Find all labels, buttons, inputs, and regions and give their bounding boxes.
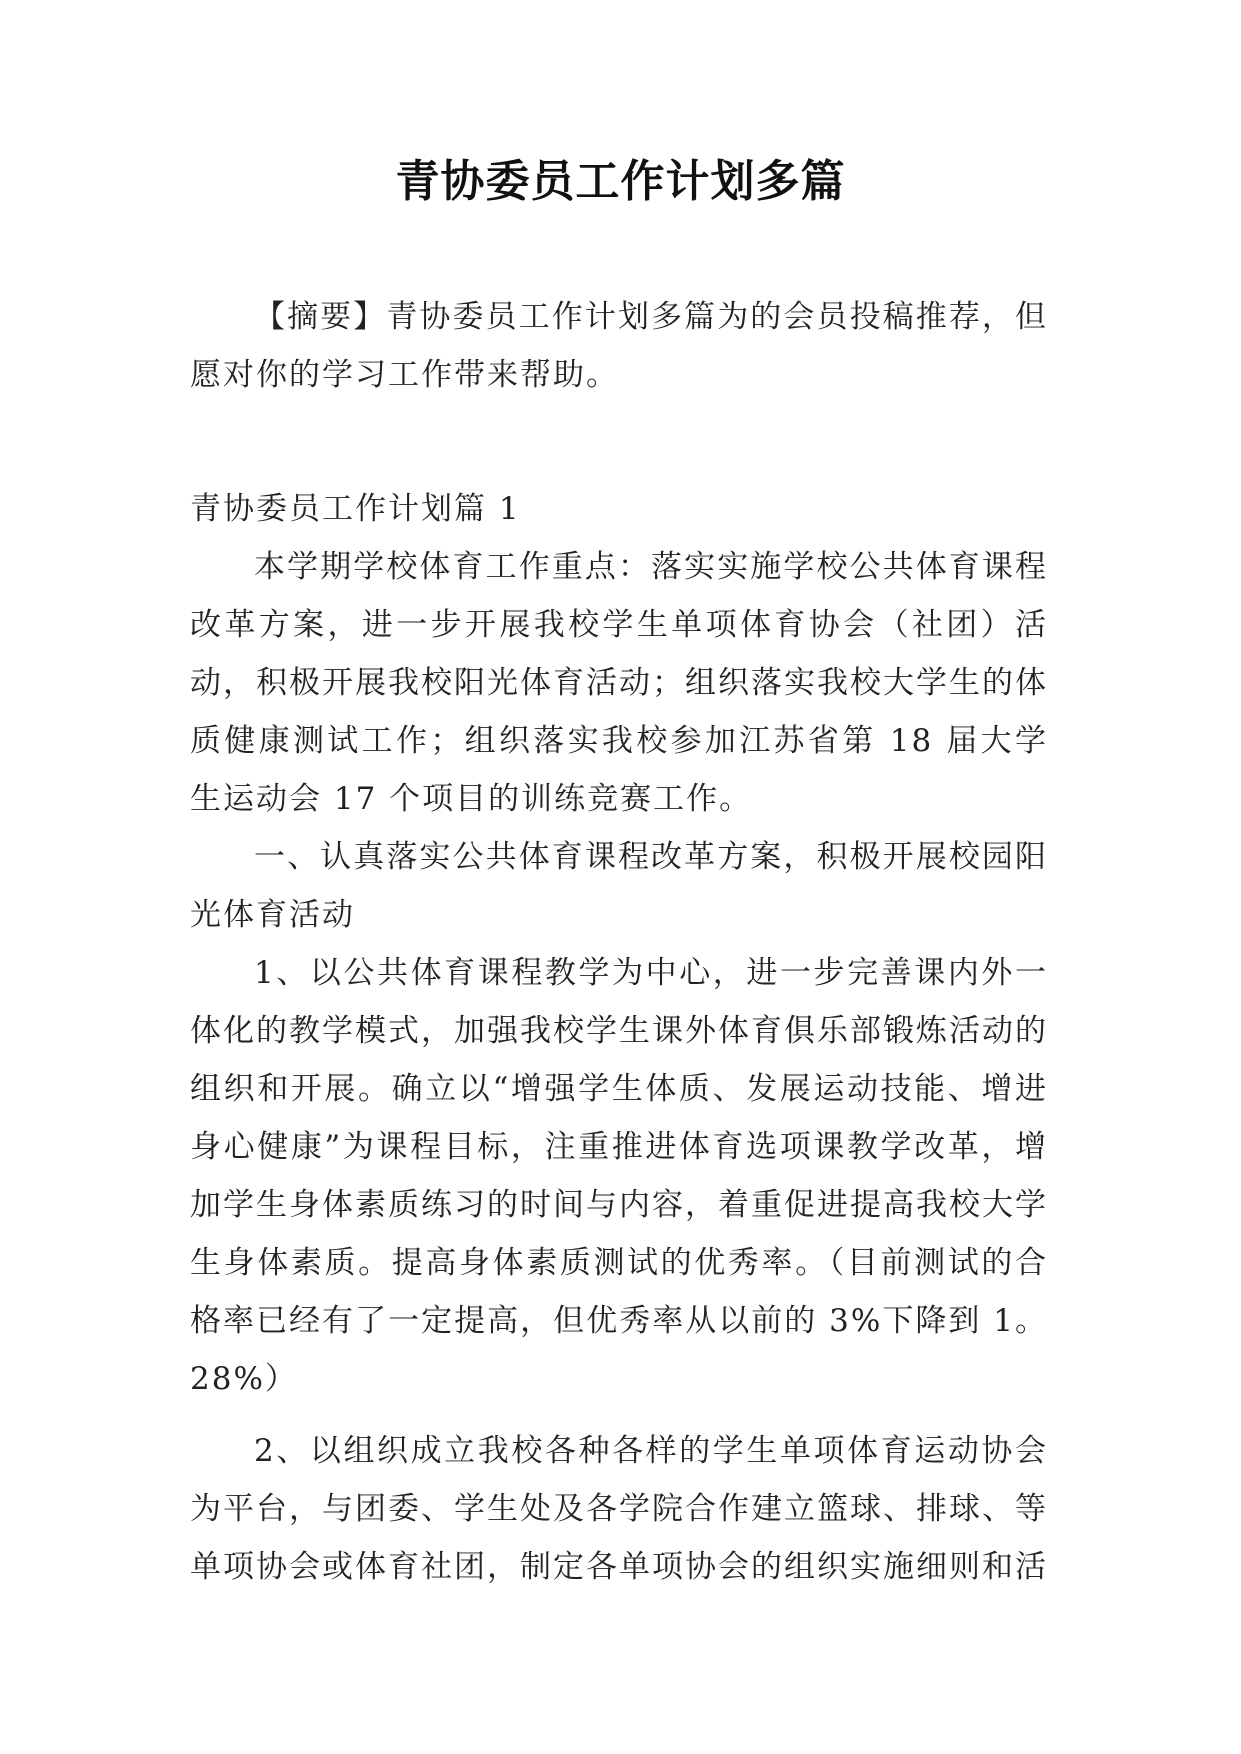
body-paragraph-3: 1、以公共体育课程教学为中心，进一步完善课内外一体化的教学模式，加强我校学生课外体育俱乐部锻炼活动的组织和开展。确立以“增强学生体质、发展运动技能、增进身心健康”为课程目标，注重推进体育选项课教学改革，增加学生身体素质练习的时间与内容，着重促进提高我校大学生身体素质。提高身体素质测试的优秀率。（目前测试的合格率已经有了一定提高，但优秀率从以前的 3%下降到 1。28%） xyxy=(190,955,1048,1397)
body-paragraph-2: 一、认真落实公共体育课程改革方案，积极开展校园阳光体育活动 xyxy=(190,839,1048,933)
document-body xyxy=(190,288,1048,1596)
section-heading: 青协委员工作计划篇 1 xyxy=(190,491,521,527)
body-paragraph-4: 2、以组织成立我校各种各样的学生单项体育运动协会为平台，与团委、学生处及各学院合作建立篮球、排球、等单项协会或体育社团，制定各单项协会的组织实施细则和活 xyxy=(190,1433,1048,1585)
body-paragraph-1: 本学期学校体育工作重点：落实实施学校公共体育课程改革方案，进一步开展我校学生单项体育协会（社团）活动，积极开展我校阳光体育活动；组织落实我校大学生的体质健康测试工作；组织落实我校参加江苏省第 18 届大学生运动会 17 个项目的训练竞赛工作。 xyxy=(190,549,1048,817)
abstract-paragraph: 【摘要】青协委员工作计划多篇为的会员投稿推荐，但愿对你的学习工作带来帮助。 xyxy=(190,299,1048,393)
document-title: 青协委员工作计划多篇 xyxy=(395,156,846,207)
